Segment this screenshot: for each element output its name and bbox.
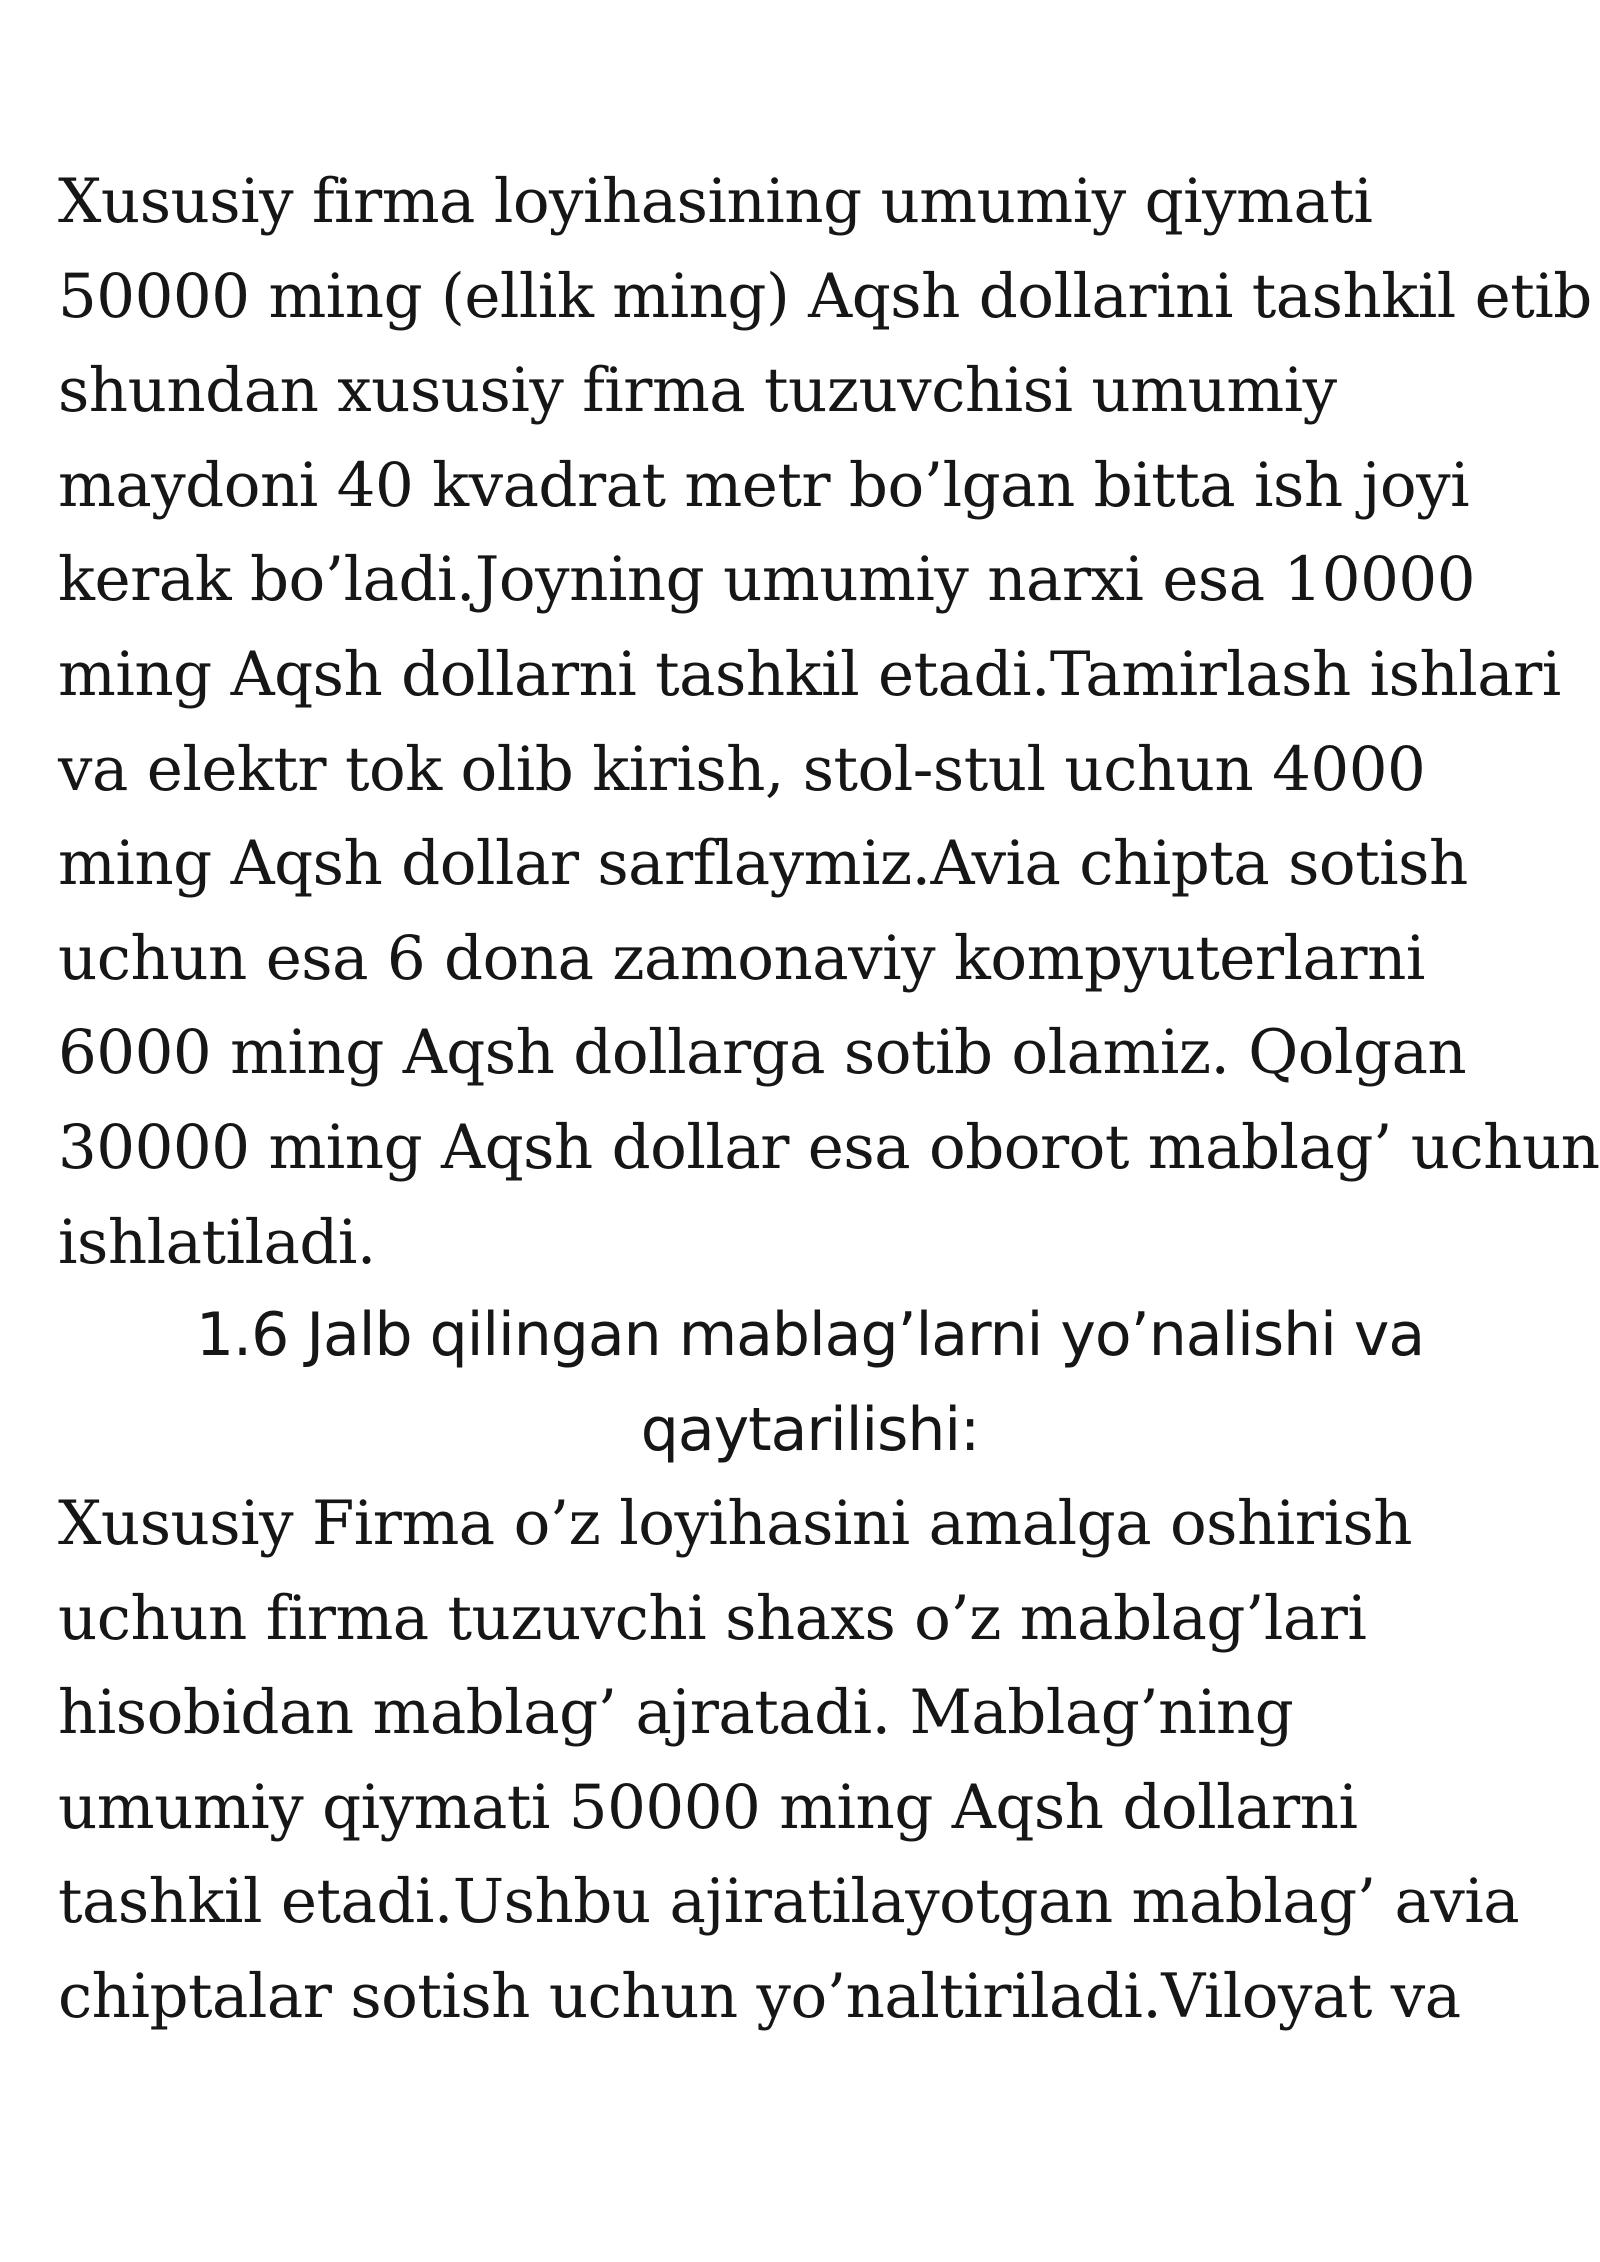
- text-line: ming Aqsh dollar sarflaymiz.Avia chipta sotish: [58, 828, 1468, 900]
- text-line: tashkil etadi.Ushbu ajiratilayotgan mablag’ avia: [58, 1866, 1520, 1938]
- text-line: shundan xususiy firma tuzuvchisi umumiy: [58, 355, 1337, 427]
- text-line: umumiy qiymati 50000 ming Aqsh dollarni: [58, 1771, 1358, 1843]
- text-line: uchun esa 6 dona zamonaviy kompyuterlarni: [58, 922, 1425, 994]
- paragraph-funding: [58, 1477, 1598, 2045]
- text-line: 30000 ming Aqsh dollar esa oborot mablag’ uchun: [58, 1111, 1600, 1183]
- text-line: Xususiy Firma o’z loyihasini amalga oshirish: [58, 1488, 1413, 1559]
- heading-line: qaytarilishi:: [640, 1394, 980, 1465]
- text-line: va elektr tok olib kirish, stol-stul uchun 4000: [58, 733, 1426, 805]
- text-line: 50000 ming (ellik ming) Aqsh dollarini tashkil etib: [58, 260, 1592, 332]
- text-line: chiptalar sotish uchun yo’naltiriladi.Viloyat va: [58, 1960, 1461, 2032]
- section-heading: [0, 1288, 1600, 1477]
- text-line: kerak bo’ladi.Joyning umumiy narxi esa 10000: [58, 544, 1476, 616]
- text-line: Xususiy firma loyihasining umumiy qiymati: [58, 166, 1373, 237]
- text-line: ming Aqsh dollarni tashkil etadi.Tamirlash ishlari: [58, 638, 1561, 710]
- paragraph-budget: [58, 155, 1598, 1290]
- text-line: ishlatiladi.: [58, 1206, 376, 1278]
- text-line: 6000 ming Aqsh dollarga sotib olamiz. Qolgan: [58, 1017, 1467, 1089]
- text-line: maydoni 40 kvadrat metr bo’lgan bitta ish joyi: [58, 449, 1470, 521]
- text-line: hisobidan mablag’ ajratadi. Mablag’ning: [58, 1677, 1294, 1749]
- heading-line: 1.6 Jalb qilingan mablag’larni yo’nalishi va: [195, 1300, 1425, 1370]
- text-line: uchun firma tuzuvchi shaxs o’z mablag’lari: [58, 1582, 1367, 1654]
